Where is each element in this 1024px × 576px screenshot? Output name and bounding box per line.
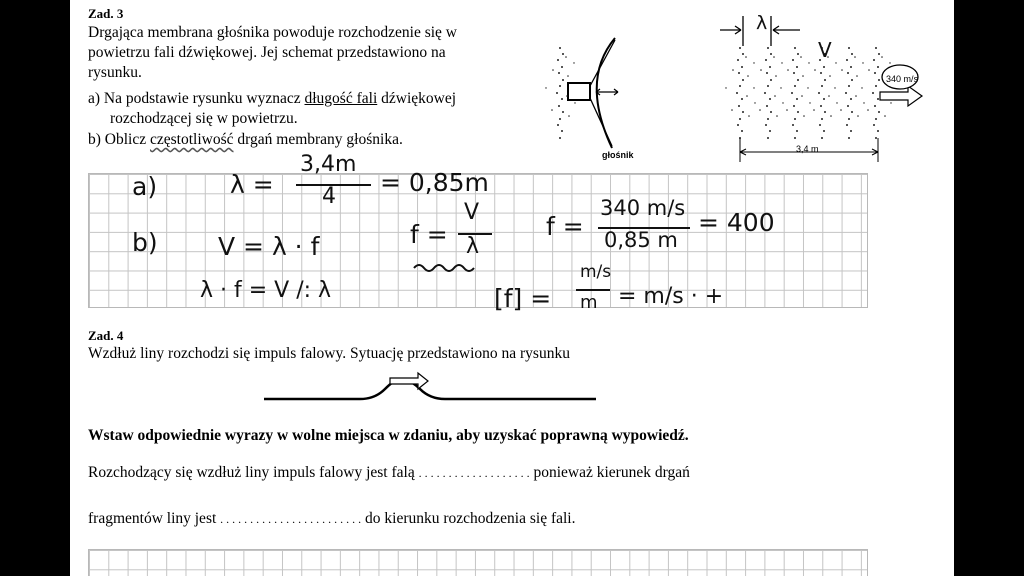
work-f2-den: 0,85 m xyxy=(604,228,678,252)
work-f2-lhs: f = xyxy=(546,212,584,241)
part-a-prefix: a) Na podstawie rysunku wyznacz xyxy=(88,90,305,107)
work-a-result: = 0,85m xyxy=(380,168,489,197)
speaker-label: głośnik xyxy=(602,150,634,160)
part-b-keyword: częstotliwość xyxy=(149,131,234,148)
speed-unit-den: s xyxy=(913,74,919,84)
sentence2-prefix: fragmentów liny jest xyxy=(88,510,217,527)
part-a-keyword: długość fali xyxy=(304,90,378,107)
work-a-label: a) xyxy=(132,172,158,201)
work-f-den: λ xyxy=(466,234,480,259)
part-a-suffix: dźwiękowej xyxy=(377,90,457,107)
work-unit-num: m/s xyxy=(580,262,612,282)
work-f-wavy-underline xyxy=(414,262,484,274)
worksheet-page xyxy=(70,0,954,576)
work-unit-result: = m/s · + xyxy=(618,284,724,309)
work-lf-equation: λ · f = V /: λ xyxy=(200,278,332,303)
work-f2-num: 340 m/s xyxy=(600,196,686,220)
speed-value: 340 m/s xyxy=(886,74,919,84)
rope-pulse-figure xyxy=(260,364,600,404)
work-f-lhs: f = xyxy=(410,220,448,249)
task3-text-line3: rysunku. xyxy=(88,64,142,81)
velocity-label: V xyxy=(818,38,832,62)
work-a-lhs: λ = xyxy=(230,170,274,199)
task3-part-a-line2: rozchodzącej się w powietrzu. xyxy=(110,110,298,127)
sentence1-prefix: Rozchodzący się wzdłuż liny impuls falowy jest falą xyxy=(88,464,415,481)
work-unit-lhs: [f] = xyxy=(494,284,552,313)
blank-field-1[interactable]: . . . . . . . . . . . . . . . . . . . xyxy=(418,466,530,480)
sentence1-suffix: ponieważ kierunek drgań xyxy=(533,464,690,481)
answer-grid-task4 xyxy=(88,549,868,576)
distance-label: 3,4 m xyxy=(796,144,819,154)
task3-heading: Zad. 3 xyxy=(88,6,124,21)
lambda-label: λ xyxy=(756,12,768,34)
part-b-suffix: drgań membrany głośnika. xyxy=(233,131,403,148)
work-v-equation: V = λ · f xyxy=(218,232,320,261)
speed-unit-num: m xyxy=(903,74,912,84)
work-f2-result: = 400 xyxy=(698,208,775,237)
work-f-num: V xyxy=(464,200,480,225)
task3-text-line2: powietrzu fali dźwiękowej. Jej schemat przedstawiono na xyxy=(88,44,446,61)
task3-part-a xyxy=(88,89,456,108)
task3-text-line1: Drgająca membrana głośnika powoduje rozchodzenie się w xyxy=(88,24,457,41)
work-b-label: b) xyxy=(132,228,158,257)
part-b-prefix: b) Oblicz xyxy=(88,131,150,148)
speed-number: 340 xyxy=(886,74,902,84)
task4-heading: Zad. 4 xyxy=(88,328,124,343)
task4-sentence1 xyxy=(88,463,690,483)
task4-text-line1: Wzdłuż liny rozchodzi się impuls falowy. Sytuację przedstawiono na rysunku xyxy=(88,345,570,362)
work-a-num: 3,4m xyxy=(300,152,357,177)
work-a-den: 4 xyxy=(322,184,336,209)
task4-sentence2 xyxy=(88,509,576,529)
task3-part-b xyxy=(88,130,403,149)
sentence2-suffix: do kierunku rozchodzenia się fali. xyxy=(365,510,576,527)
work-unit-den: m xyxy=(580,292,598,313)
task4-instruction: Wstaw odpowiednie wyrazy w wolne miejsca w zdaniu, aby uzyskać poprawną wypowiedź. xyxy=(88,427,689,444)
blank-field-2[interactable]: . . . . . . . . . . . . . . . . . . . . . . . . xyxy=(220,512,362,526)
work-a-fraction-line xyxy=(296,183,376,187)
